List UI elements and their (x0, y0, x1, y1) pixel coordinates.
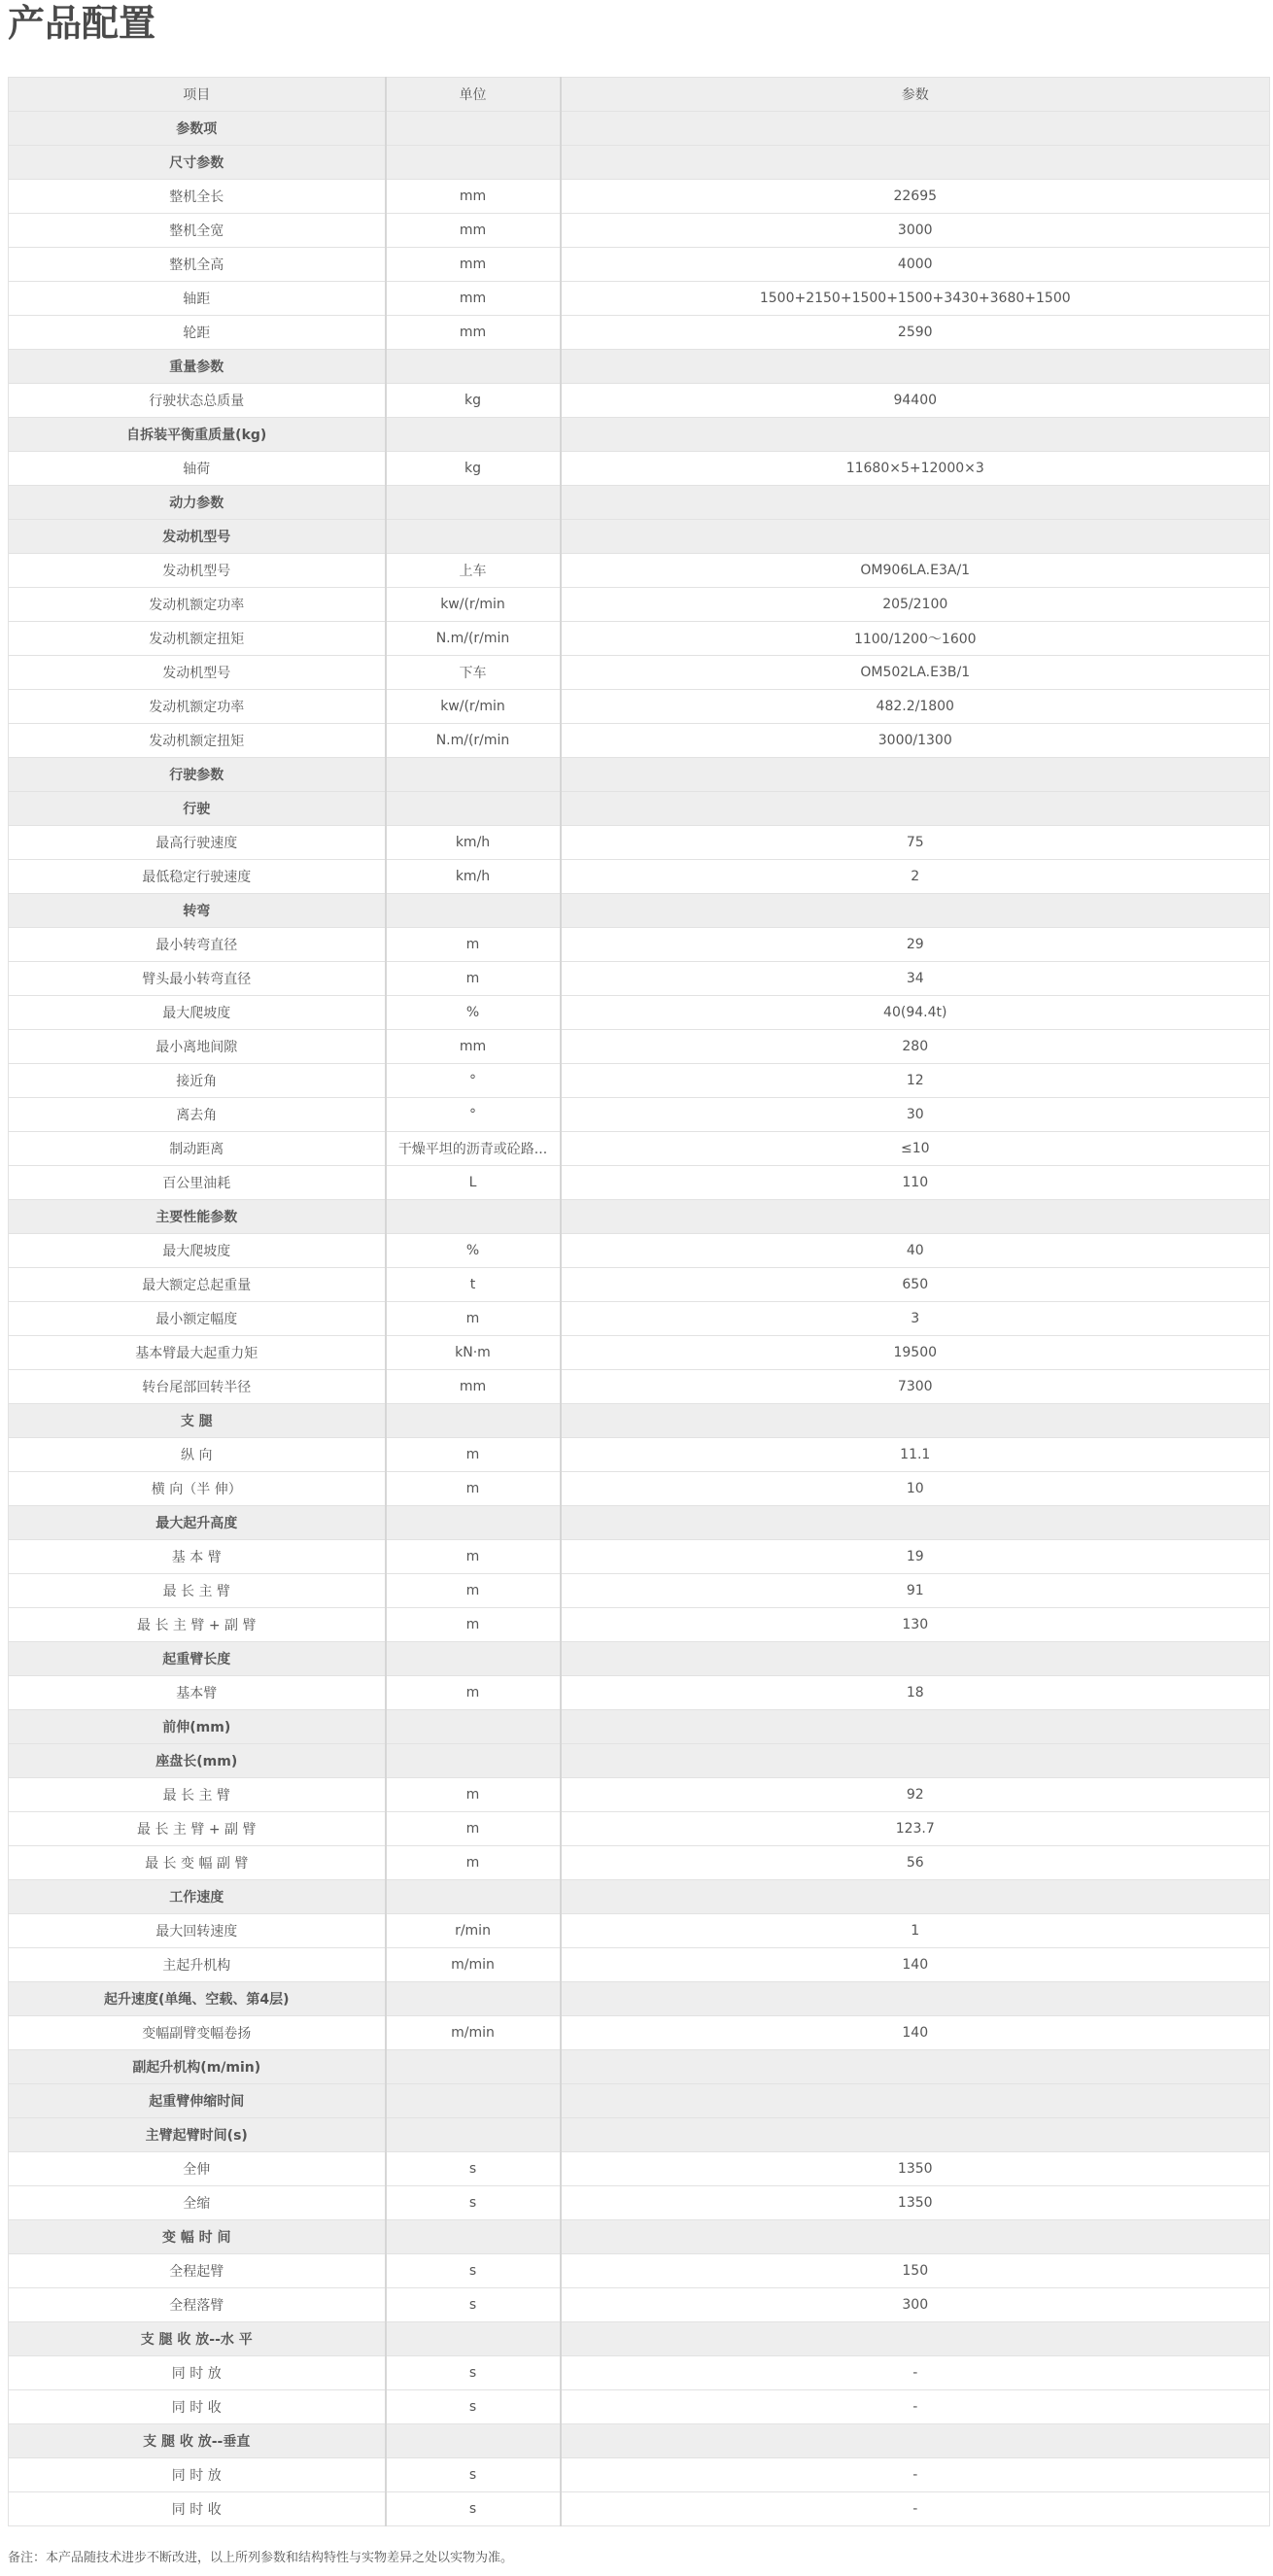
value-cell: 18 (561, 1676, 1270, 1710)
unit-cell: m (386, 1812, 561, 1846)
value-cell (561, 1642, 1270, 1676)
value-cell (561, 1506, 1270, 1540)
section-row (9, 758, 1270, 792)
unit-cell: km/h (386, 826, 561, 860)
item-cell: 全伸 (9, 2152, 386, 2186)
item-cell: 最大起升高度 (9, 1506, 386, 1540)
unit-cell (386, 2424, 561, 2458)
value-cell: 1500+2150+1500+1500+3430+3680+1500 (561, 282, 1270, 316)
unit-cell: 下车 (386, 656, 561, 690)
value-cell: 11.1 (561, 1438, 1270, 1472)
value-cell (561, 792, 1270, 826)
unit-cell: mm (386, 248, 561, 282)
value-cell: 91 (561, 1574, 1270, 1608)
value-cell: - (561, 2390, 1270, 2424)
item-cell: 最高行驶速度 (9, 826, 386, 860)
page-title: 产品配置 (8, 2, 156, 45)
unit-cell: m (386, 1472, 561, 1506)
header-param: 参数 (561, 78, 1270, 112)
value-cell (561, 112, 1270, 146)
value-cell (561, 2118, 1270, 2152)
item-cell: 整机全长 (9, 180, 386, 214)
section-row (9, 2118, 1270, 2152)
spec-table-body (9, 78, 1270, 2526)
value-cell (561, 1710, 1270, 1744)
section-row (9, 112, 1270, 146)
unit-cell: m (386, 1676, 561, 1710)
unit-cell: s (386, 2492, 561, 2526)
section-row (9, 1710, 1270, 1744)
item-cell: 发动机型号 (9, 554, 386, 588)
unit-cell (386, 1710, 561, 1744)
unit-cell: mm (386, 180, 561, 214)
unit-cell: ° (386, 1098, 561, 1132)
table-row (9, 656, 1270, 690)
unit-cell: % (386, 996, 561, 1030)
table-row (9, 2288, 1270, 2322)
item-cell: 最 长 主 臂 + 副 臂 (9, 1608, 386, 1642)
item-cell: 最小额定幅度 (9, 1302, 386, 1336)
item-cell: 横 向（半 伸） (9, 1472, 386, 1506)
item-cell: 主臂起臂时间(s) (9, 2118, 386, 2152)
item-cell: 整机全宽 (9, 214, 386, 248)
unit-cell: 上车 (386, 554, 561, 588)
section-row (9, 1982, 1270, 2016)
item-cell: 最 长 主 臂 (9, 1574, 386, 1608)
unit-cell: s (386, 2186, 561, 2220)
table-row (9, 2356, 1270, 2390)
item-cell: 主要性能参数 (9, 1200, 386, 1234)
table-row (9, 2016, 1270, 2050)
section-row (9, 1200, 1270, 1234)
section-row (9, 1744, 1270, 1778)
value-cell: 2 (561, 860, 1270, 894)
item-cell: 最 长 主 臂 (9, 1778, 386, 1812)
table-row (9, 588, 1270, 622)
value-cell: 34 (561, 962, 1270, 996)
unit-cell: mm (386, 214, 561, 248)
unit-cell: m (386, 1540, 561, 1574)
table-row (9, 724, 1270, 758)
value-cell: 1100/1200～1600 (561, 622, 1270, 656)
item-cell: 全程落臂 (9, 2288, 386, 2322)
value-cell (561, 146, 1270, 180)
header-item: 项目 (9, 78, 386, 112)
value-cell: 482.2/1800 (561, 690, 1270, 724)
value-cell: 40(94.4t) (561, 996, 1270, 1030)
table-row (9, 1268, 1270, 1302)
section-row (9, 1880, 1270, 1914)
table-row (9, 2254, 1270, 2288)
value-cell (561, 486, 1270, 520)
unit-cell: L (386, 1166, 561, 1200)
value-cell (561, 1200, 1270, 1234)
table-row (9, 2152, 1270, 2186)
table-row (9, 384, 1270, 418)
value-cell (561, 1404, 1270, 1438)
unit-cell (386, 1404, 561, 1438)
unit-cell: r/min (386, 1914, 561, 1948)
value-cell: 300 (561, 2288, 1270, 2322)
value-cell (561, 1744, 1270, 1778)
item-cell: 整机全高 (9, 248, 386, 282)
unit-cell (386, 350, 561, 384)
value-cell: 123.7 (561, 1812, 1270, 1846)
item-cell: 工作速度 (9, 1880, 386, 1914)
value-cell (561, 1880, 1270, 1914)
value-cell: 150 (561, 2254, 1270, 2288)
item-cell: 最大爬坡度 (9, 1234, 386, 1268)
table-row (9, 1234, 1270, 1268)
value-cell: 2590 (561, 316, 1270, 350)
table-row (9, 860, 1270, 894)
item-cell: 支 腿 收 放--垂直 (9, 2424, 386, 2458)
section-row (9, 792, 1270, 826)
item-cell: 同 时 放 (9, 2458, 386, 2492)
value-cell: 10 (561, 1472, 1270, 1506)
table-row (9, 1778, 1270, 1812)
table-row (9, 1948, 1270, 1982)
value-cell (561, 418, 1270, 452)
item-cell: 制动距离 (9, 1132, 386, 1166)
table-row (9, 1846, 1270, 1880)
value-cell: 205/2100 (561, 588, 1270, 622)
unit-cell: t (386, 1268, 561, 1302)
table-row (9, 2492, 1270, 2526)
value-cell (561, 2424, 1270, 2458)
value-cell: 22695 (561, 180, 1270, 214)
table-row (9, 554, 1270, 588)
unit-cell: s (386, 2288, 561, 2322)
unit-cell: s (386, 2390, 561, 2424)
section-row (9, 2084, 1270, 2118)
item-cell: 同 时 收 (9, 2492, 386, 2526)
unit-cell: m (386, 1778, 561, 1812)
item-cell: 最 长 变 幅 副 臂 (9, 1846, 386, 1880)
item-cell: 接近角 (9, 1064, 386, 1098)
value-cell: 3000 (561, 214, 1270, 248)
value-cell (561, 2050, 1270, 2084)
value-cell (561, 2220, 1270, 2254)
item-cell: 发动机额定扭矩 (9, 724, 386, 758)
value-cell: 130 (561, 1608, 1270, 1642)
value-cell: 11680×5+12000×3 (561, 452, 1270, 486)
unit-cell: m/min (386, 2016, 561, 2050)
item-cell: 变幅副臂变幅卷扬 (9, 2016, 386, 2050)
item-cell: 行驶参数 (9, 758, 386, 792)
unit-cell: kN·m (386, 1336, 561, 1370)
table-row (9, 622, 1270, 656)
item-cell: 转弯 (9, 894, 386, 928)
unit-cell: s (386, 2458, 561, 2492)
value-cell: 92 (561, 1778, 1270, 1812)
table-row (9, 962, 1270, 996)
value-cell: 40 (561, 1234, 1270, 1268)
item-cell: 最低稳定行驶速度 (9, 860, 386, 894)
value-cell: 30 (561, 1098, 1270, 1132)
unit-cell: kw/(r/min (386, 690, 561, 724)
item-cell: 发动机型号 (9, 656, 386, 690)
item-cell: 最小离地间隙 (9, 1030, 386, 1064)
unit-cell (386, 2050, 561, 2084)
unit-cell (386, 520, 561, 554)
unit-cell: s (386, 2356, 561, 2390)
table-row (9, 1336, 1270, 1370)
table-row (9, 282, 1270, 316)
item-cell: 最小转弯直径 (9, 928, 386, 962)
value-cell: 4000 (561, 248, 1270, 282)
section-row (9, 520, 1270, 554)
item-cell: 全程起臂 (9, 2254, 386, 2288)
unit-cell (386, 486, 561, 520)
section-row (9, 2050, 1270, 2084)
unit-cell: s (386, 2152, 561, 2186)
item-cell: 最 长 主 臂 + 副 臂 (9, 1812, 386, 1846)
table-row (9, 1132, 1270, 1166)
unit-cell: 干燥平坦的沥青或砼路... (386, 1132, 561, 1166)
item-cell: 转台尾部回转半径 (9, 1370, 386, 1404)
value-cell: 94400 (561, 384, 1270, 418)
value-cell: - (561, 2356, 1270, 2390)
item-cell: 发动机额定功率 (9, 588, 386, 622)
item-cell: 基 本 臂 (9, 1540, 386, 1574)
value-cell (561, 520, 1270, 554)
section-row (9, 894, 1270, 928)
table-row (9, 1438, 1270, 1472)
value-cell: 140 (561, 1948, 1270, 1982)
value-cell: 75 (561, 826, 1270, 860)
unit-cell: kg (386, 452, 561, 486)
table-row (9, 1472, 1270, 1506)
unit-cell: N.m/(r/min (386, 724, 561, 758)
table-row (9, 248, 1270, 282)
value-cell: - (561, 2458, 1270, 2492)
table-row (9, 1574, 1270, 1608)
unit-cell: N.m/(r/min (386, 622, 561, 656)
item-cell: 参数项 (9, 112, 386, 146)
item-cell: 轮距 (9, 316, 386, 350)
table-row (9, 1676, 1270, 1710)
section-row (9, 2220, 1270, 2254)
item-cell: 百公里油耗 (9, 1166, 386, 1200)
unit-cell (386, 2118, 561, 2152)
item-cell: 前伸(mm) (9, 1710, 386, 1744)
item-cell: 座盘长(mm) (9, 1744, 386, 1778)
item-cell: 最大额定总起重量 (9, 1268, 386, 1302)
unit-cell: m/min (386, 1948, 561, 1982)
item-cell: 基本臂最大起重力矩 (9, 1336, 386, 1370)
unit-cell: m (386, 1438, 561, 1472)
value-cell (561, 2322, 1270, 2356)
section-row (9, 1506, 1270, 1540)
unit-cell: m (386, 1608, 561, 1642)
unit-cell: ° (386, 1064, 561, 1098)
section-row (9, 2322, 1270, 2356)
table-row (9, 1098, 1270, 1132)
unit-cell: % (386, 1234, 561, 1268)
table-row (9, 452, 1270, 486)
value-cell: 650 (561, 1268, 1270, 1302)
unit-cell: m (386, 1302, 561, 1336)
value-cell: 56 (561, 1846, 1270, 1880)
table-row (9, 1030, 1270, 1064)
item-cell: 行驶状态总质量 (9, 384, 386, 418)
table-row (9, 1812, 1270, 1846)
item-cell: 副起升机构(m/min) (9, 2050, 386, 2084)
unit-cell (386, 792, 561, 826)
item-cell: 起升速度(单绳、空载、第4层) (9, 1982, 386, 2016)
unit-cell (386, 1506, 561, 1540)
item-cell: 离去角 (9, 1098, 386, 1132)
unit-cell: mm (386, 1030, 561, 1064)
unit-cell: m (386, 1846, 561, 1880)
item-cell: 行驶 (9, 792, 386, 826)
section-row (9, 350, 1270, 384)
value-cell: 3 (561, 1302, 1270, 1336)
item-cell: 变 幅 时 间 (9, 2220, 386, 2254)
table-row (9, 2390, 1270, 2424)
unit-cell (386, 758, 561, 792)
item-cell: 重量参数 (9, 350, 386, 384)
table-row (9, 1302, 1270, 1336)
value-cell: 1350 (561, 2186, 1270, 2220)
item-cell: 同 时 放 (9, 2356, 386, 2390)
table-row (9, 1370, 1270, 1404)
value-cell (561, 1982, 1270, 2016)
value-cell: - (561, 2492, 1270, 2526)
unit-cell: m (386, 1574, 561, 1608)
value-cell: 7300 (561, 1370, 1270, 1404)
item-cell: 同 时 收 (9, 2390, 386, 2424)
item-cell: 起重臂伸缩时间 (9, 2084, 386, 2118)
item-cell: 最大回转速度 (9, 1914, 386, 1948)
value-cell: 1 (561, 1914, 1270, 1948)
unit-cell: m (386, 962, 561, 996)
section-row (9, 486, 1270, 520)
value-cell: 19 (561, 1540, 1270, 1574)
table-row (9, 1540, 1270, 1574)
item-cell: 起重臂长度 (9, 1642, 386, 1676)
item-cell: 全缩 (9, 2186, 386, 2220)
table-row (9, 690, 1270, 724)
unit-cell: mm (386, 1370, 561, 1404)
value-cell: 12 (561, 1064, 1270, 1098)
table-row (9, 180, 1270, 214)
item-cell: 基本臂 (9, 1676, 386, 1710)
section-row (9, 146, 1270, 180)
value-cell: 280 (561, 1030, 1270, 1064)
unit-cell: s (386, 2254, 561, 2288)
item-cell: 发动机额定功率 (9, 690, 386, 724)
value-cell (561, 758, 1270, 792)
item-cell: 发动机型号 (9, 520, 386, 554)
table-row (9, 996, 1270, 1030)
table-row (9, 316, 1270, 350)
header-unit: 单位 (386, 78, 561, 112)
value-cell: 1350 (561, 2152, 1270, 2186)
item-cell: 自拆装平衡重质量(kg) (9, 418, 386, 452)
table-row (9, 1914, 1270, 1948)
value-cell: ≤10 (561, 1132, 1270, 1166)
table-row (9, 2186, 1270, 2220)
unit-cell (386, 1982, 561, 2016)
unit-cell (386, 1880, 561, 1914)
value-cell (561, 2084, 1270, 2118)
table-row (9, 928, 1270, 962)
table-header-row (9, 78, 1270, 112)
section-row (9, 1404, 1270, 1438)
value-cell (561, 350, 1270, 384)
value-cell: 19500 (561, 1336, 1270, 1370)
unit-cell (386, 2084, 561, 2118)
value-cell: OM906LA.E3A/1 (561, 554, 1270, 588)
footnote: 备注：本产品随技术进步不断改进，以上所列参数和结构特性与实物差异之处以实物为准。 (8, 2551, 514, 2565)
unit-cell (386, 894, 561, 928)
table-row (9, 2458, 1270, 2492)
value-cell: OM502LA.E3B/1 (561, 656, 1270, 690)
unit-cell (386, 2322, 561, 2356)
unit-cell: kg (386, 384, 561, 418)
table-row (9, 1064, 1270, 1098)
item-cell: 支 腿 (9, 1404, 386, 1438)
unit-cell (386, 1744, 561, 1778)
unit-cell: mm (386, 282, 561, 316)
item-cell: 轴荷 (9, 452, 386, 486)
table-row (9, 826, 1270, 860)
section-row (9, 418, 1270, 452)
value-cell: 110 (561, 1166, 1270, 1200)
value-cell (561, 894, 1270, 928)
item-cell: 轴距 (9, 282, 386, 316)
item-cell: 纵 向 (9, 1438, 386, 1472)
table-row (9, 1166, 1270, 1200)
item-cell: 最大爬坡度 (9, 996, 386, 1030)
value-cell: 29 (561, 928, 1270, 962)
unit-cell (386, 418, 561, 452)
value-cell: 3000/1300 (561, 724, 1270, 758)
item-cell: 臂头最小转弯直径 (9, 962, 386, 996)
item-cell: 发动机额定扭矩 (9, 622, 386, 656)
spec-table (8, 77, 1270, 2526)
unit-cell (386, 112, 561, 146)
unit-cell: m (386, 928, 561, 962)
item-cell: 动力参数 (9, 486, 386, 520)
item-cell: 主起升机构 (9, 1948, 386, 1982)
item-cell: 尺寸参数 (9, 146, 386, 180)
item-cell: 支 腿 收 放--水 平 (9, 2322, 386, 2356)
unit-cell (386, 1642, 561, 1676)
unit-cell: mm (386, 316, 561, 350)
unit-cell: km/h (386, 860, 561, 894)
section-row (9, 1642, 1270, 1676)
table-row (9, 214, 1270, 248)
table-row (9, 1608, 1270, 1642)
unit-cell (386, 2220, 561, 2254)
section-row (9, 2424, 1270, 2458)
unit-cell: kw/(r/min (386, 588, 561, 622)
unit-cell (386, 1200, 561, 1234)
unit-cell (386, 146, 561, 180)
value-cell: 140 (561, 2016, 1270, 2050)
